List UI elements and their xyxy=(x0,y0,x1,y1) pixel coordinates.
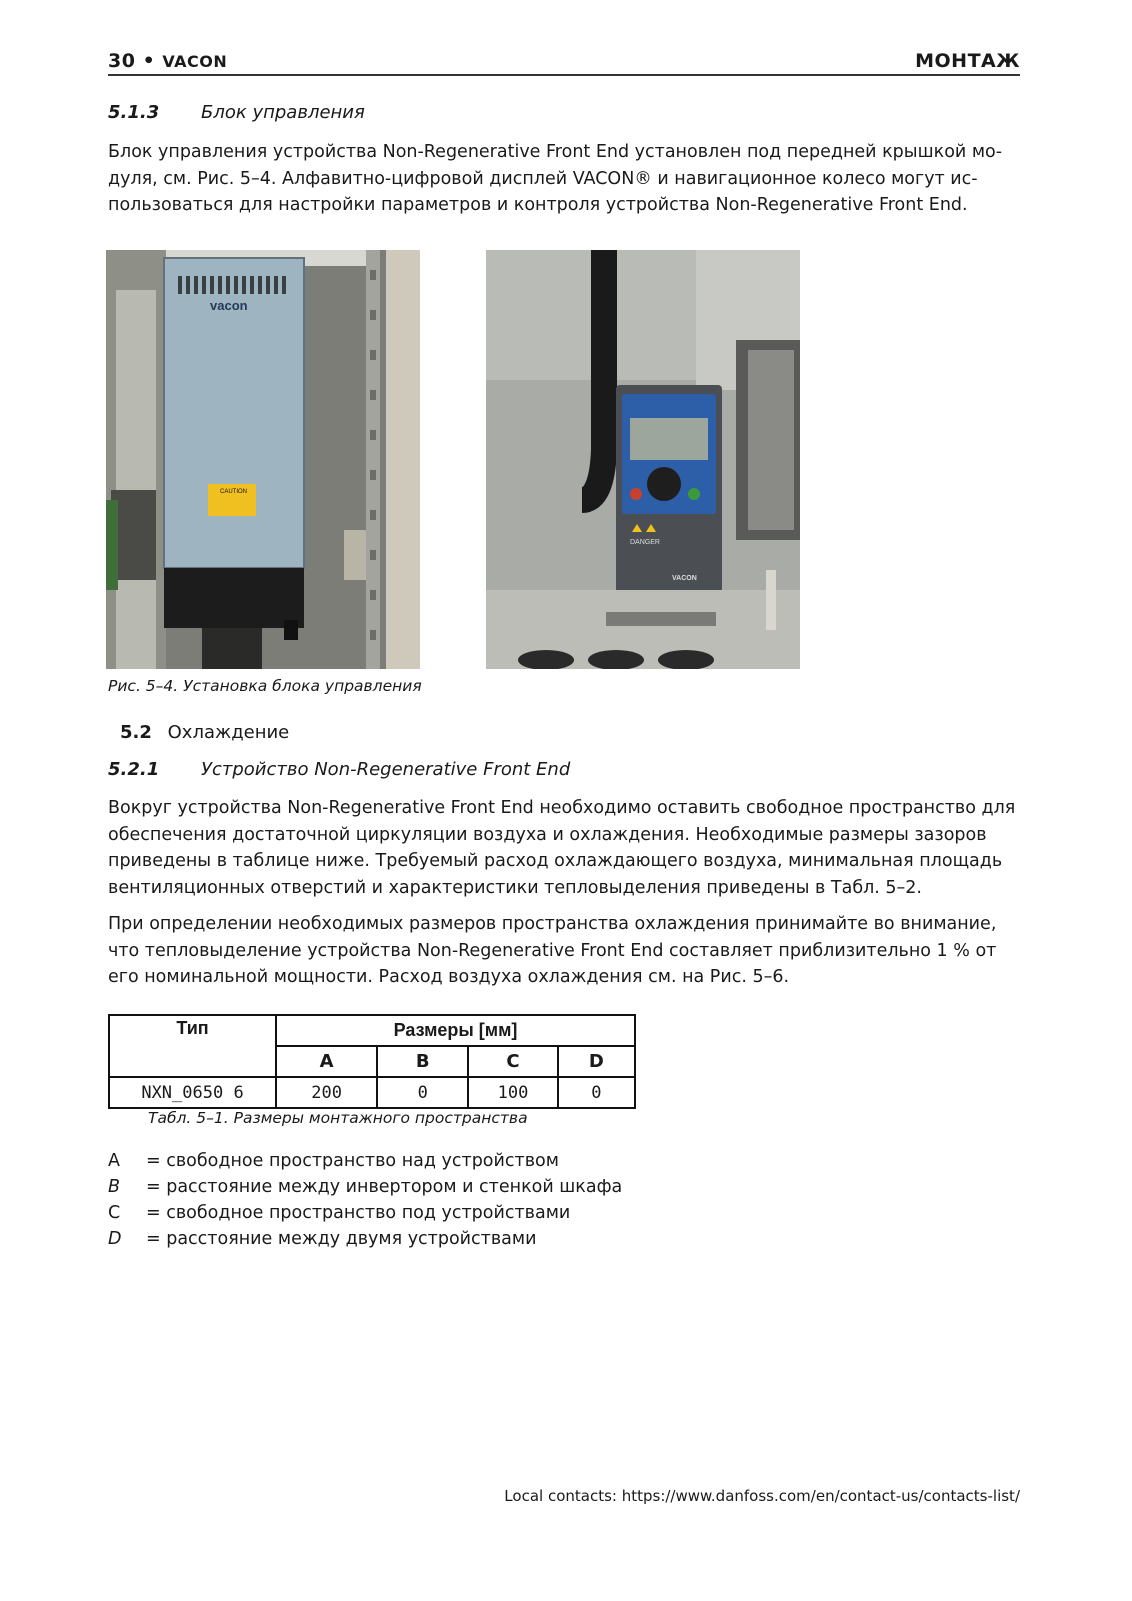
mounting-space-table xyxy=(108,1014,636,1109)
legend-item xyxy=(108,1203,570,1223)
section-513-title: Блок управления xyxy=(201,102,365,123)
section-521-title: Устройство Non-Regenerative Front End xyxy=(201,759,571,780)
table-cell-a: 200 xyxy=(276,1077,377,1108)
table-header-col-c: C xyxy=(468,1046,557,1077)
header-section-title: МОНТАЖ xyxy=(915,50,1020,72)
section-521-number: 5.2.1 xyxy=(108,759,160,780)
section-52-number: 5.2 xyxy=(120,722,152,743)
caution-label: CAUTION xyxy=(220,489,247,495)
section-513-number: 5.1.3 xyxy=(108,102,160,123)
keypad-danger-label: DANGER xyxy=(630,539,660,546)
section-521-paragraph-1 xyxy=(108,795,1020,901)
paragraph-line: обеспечения достаточной циркуляции воздуха и охлаждения. Необходимые размеры зазоров xyxy=(108,824,987,845)
legend-text: = свободное пространство над устройством xyxy=(146,1151,559,1171)
module-logo-text: vacon xyxy=(210,298,248,313)
legend-text: = расстояние между инвертором и стенкой шкафа xyxy=(146,1177,623,1197)
control-unit-photo xyxy=(486,250,800,669)
section-521-paragraph-2 xyxy=(108,911,1020,991)
footer-local-contacts: Local contacts: https://www.danfoss.com/en/contact-us/contacts-list/ xyxy=(504,1487,1020,1505)
legend-item xyxy=(108,1151,559,1171)
legend-key: A xyxy=(108,1151,120,1171)
table-cell-d: 0 xyxy=(558,1077,635,1108)
legend-key: C xyxy=(108,1203,121,1223)
paragraph-line: пользоваться для настройки параметров и контроля устройства Non-Regenerative Front End. xyxy=(108,195,968,215)
table-caption: Табл. 5–1. Размеры монтажного пространства xyxy=(148,1109,528,1127)
header-bullet: • xyxy=(142,50,156,72)
section-52-title: Охлаждение xyxy=(167,722,290,743)
table-cell-c: 100 xyxy=(468,1077,557,1108)
paragraph-line: дуля, см. Рис. 5–4. Алфавитно-цифровой дисплей VACON® и навигационное колесо могут ис- xyxy=(108,168,978,189)
paragraph-line: его номинальной мощности. Расход воздуха охлаждения см. на Рис. 5–6. xyxy=(108,967,790,987)
section-52-heading xyxy=(120,722,289,743)
section-513-heading xyxy=(108,102,365,123)
page-number: 30 xyxy=(108,50,136,72)
legend-key: B xyxy=(108,1177,121,1197)
figure-caption: Рис. 5–4. Установка блока управления xyxy=(108,677,422,695)
legend-text: = свободное пространство под устройствами xyxy=(146,1203,571,1223)
table-header-type: Тип xyxy=(109,1015,276,1077)
table-header-dimensions: Размеры [мм] xyxy=(276,1015,635,1046)
paragraph-line: Блок управления устройства Non-Regenerative Front End установлен под передней крышкой мо- xyxy=(108,142,1003,162)
legend-item xyxy=(108,1229,536,1249)
table-header-col-b: B xyxy=(377,1046,468,1077)
paragraph-line: При определении необходимых размеров пространства охлаждения принимайте во внимание, xyxy=(108,914,997,934)
table-cell-b: 0 xyxy=(377,1077,468,1108)
paragraph-line: что тепловыделение устройства Non-Regenerative Front End составляет приблизительно 1 % от xyxy=(108,940,997,961)
keypad-brand: VACON xyxy=(672,575,697,582)
table-cell-type: NXN_0650 6 xyxy=(109,1077,276,1108)
section-513-paragraph xyxy=(108,139,1020,219)
paragraph-line: Вокруг устройства Non-Regenerative Front End необходимо оставить свободное пространство для xyxy=(108,798,1016,818)
header-rule xyxy=(108,74,1020,76)
table-header-col-a: A xyxy=(276,1046,377,1077)
page-header-left xyxy=(108,50,227,72)
inverter-module-photo xyxy=(106,250,420,669)
legend-key: D xyxy=(108,1229,122,1249)
table-row xyxy=(109,1077,635,1108)
legend-text: = расстояние между двумя устройствами xyxy=(146,1229,537,1249)
legend-item xyxy=(108,1177,622,1197)
paragraph-line: приведены в таблице ниже. Требуемый расход охлаждающего воздуха, минимальная площадь xyxy=(108,851,1003,871)
section-521-heading xyxy=(108,759,571,780)
table-header-col-d: D xyxy=(558,1046,635,1077)
paragraph-line: вентиляционных отверстий и характеристики тепловыделения приведены в Табл. 5–2. xyxy=(108,877,922,898)
header-brand: VACON xyxy=(162,52,228,71)
